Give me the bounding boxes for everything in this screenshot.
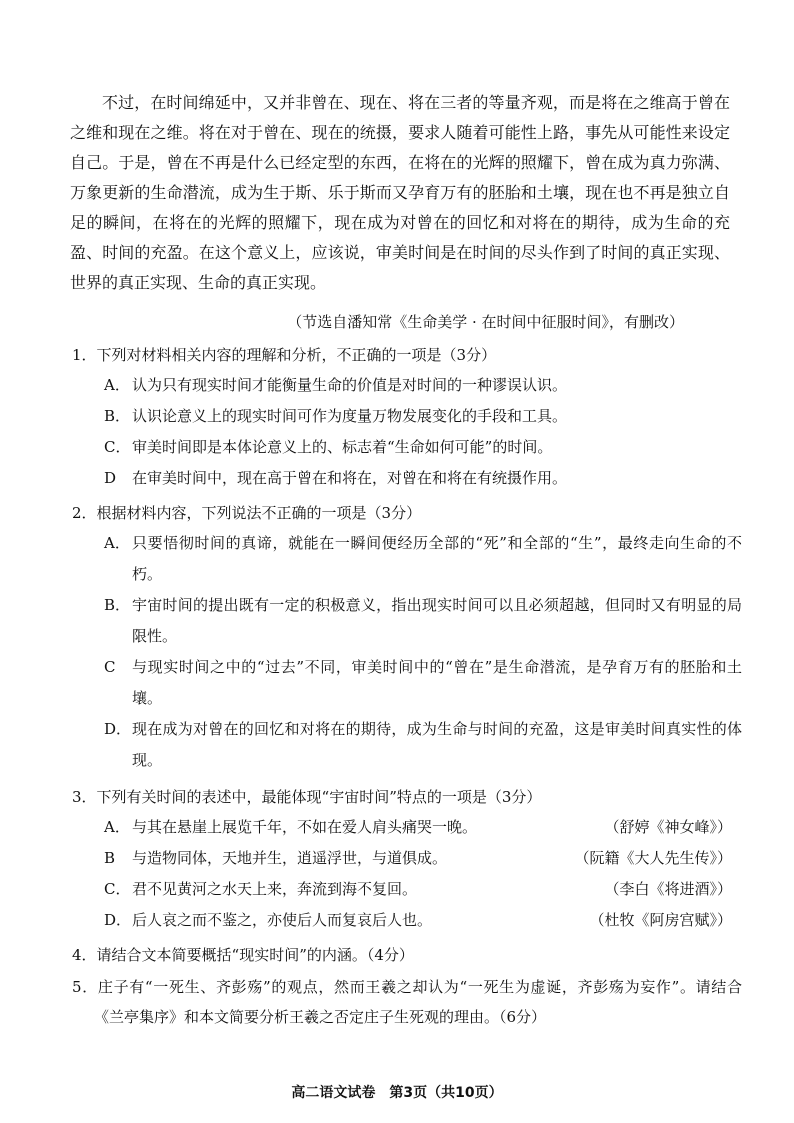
question-stem: 5．庄子有“一死生、齐彭殇”的观点，然而王羲之却认为“一死生为虚诞，齐彭殇为妄作”。请结合《兰亭集序》和本文简要分析王羲之否定庄子生死观的理由。（6分）: [72, 978, 742, 1026]
option-d: [72, 463, 742, 494]
option-d: [72, 905, 742, 936]
option-letter: A．: [104, 534, 130, 552]
option-letter: B．: [104, 407, 131, 425]
question-2: [72, 498, 742, 776]
option-c: [72, 652, 742, 714]
option-letter: A．: [104, 376, 130, 394]
question-4: [72, 940, 742, 970]
option-text: 认为只有现实时间才能衡量生命的价值是对时间的一种谬误认识。: [132, 376, 568, 394]
option-text: 在审美时间中，现在高于曾在和将在，对曾在和将在有统摄作用。: [132, 469, 568, 487]
option-b: [72, 401, 742, 432]
option-text: 认识论意义上的现实时间可作为度量万物发展变化的手段和工具。: [132, 407, 568, 425]
option-letter: B．: [104, 596, 131, 614]
option-letter: C: [104, 658, 116, 676]
page-footer: 高二语文试卷 第3页（共10页）: [291, 1085, 503, 1101]
option-text: 与现实时间之中的“过去”不同，审美时间中的“曾在”是生命潜流，是孕育万有的胚胎和土壤。: [132, 658, 742, 707]
option-letter: A．: [104, 818, 130, 836]
option-a: [72, 812, 742, 843]
option-c: [72, 874, 742, 905]
option-text: 审美时间即是本体论意义上的、标志着“生命如何可能”的时间。: [132, 438, 553, 456]
option-d: [72, 714, 742, 776]
question-stem: 1．下列对材料相关内容的理解和分析，不正确的一项是（3分）: [72, 346, 497, 364]
passage-source: （节选自潘知常《生命美学 · 在时间中征服时间》，有删改）: [287, 313, 684, 331]
option-c: [72, 432, 742, 463]
option-text: 宇宙时间的提出既有一定的积极意义，指出现实时间可以且必须超越，但同时又有明显的局限性。: [132, 596, 742, 645]
question-stem: 3．下列有关时间的表述中，最能体现“宇宙时间”特点的一项是（3分）: [72, 788, 542, 806]
option-letter: B: [104, 849, 116, 867]
option-a: [72, 528, 742, 590]
question-stem: 2．根据材料内容，下列说法不正确的一项是（3分）: [72, 504, 422, 522]
option-text: 与造物同体，天地并生，逍遥浮世，与道俱成。: [132, 849, 448, 867]
option-letter: D: [104, 469, 117, 487]
option-source: （杜牧《阿房宫赋》）: [589, 911, 732, 929]
passage-paragraph: 不过，在时间绵延中，又并非曾在、现在、将在三者的等量齐观，而是将在之维高于曾在之维和现在之维。将在对于曾在、现在的统摄，要求人随着可能性上路，事先从可能性来设定自己。于是，曾在不再是什么已经定型的东西，在将在的光辉的照耀下，曾在成为真力弥满、万象更新的生命潜流，成为生于斯、乐于斯而又孕育万有的胚胎和土壤，现在也不再是独立自足的瞬间，在将在的光辉的照耀下，现在成为对曾在的回忆和对将在的期待，成为生命的充盈、时间的充盈。在这个意义上，应该说，审美时间是在时间的尽头作到了时间的真正实现、世界的真正实现、生命的真正实现。: [70, 93, 730, 292]
option-text: 只要悟彻时间的真谛，就能在一瞬间便经历全部的“死”和全部的“生”，最终走向生命的不朽。: [132, 534, 742, 583]
option-letter: D．: [104, 720, 132, 738]
option-text: 后人哀之而不鉴之，亦使后人而复哀后人也。: [132, 911, 433, 929]
option-letter: D．: [104, 911, 132, 929]
option-text: 现在成为对曾在的回忆和对将在的期待，成为生命与时间的充盈，这是审美时间真实性的体现。: [132, 720, 742, 769]
question-1: [72, 340, 742, 494]
option-text: 与其在悬崖上展览千年，不如在爱人肩头痛哭一晚。: [132, 818, 478, 836]
question-stem: 4．请结合文本简要概括“现实时间”的内涵。（4分）: [72, 946, 414, 964]
question-5: [72, 972, 742, 1032]
option-b: [72, 843, 742, 874]
option-text: 君不见黄河之水天上来，奔流到海不复回。: [132, 880, 418, 898]
option-source: （舒婷《神女峰》）: [604, 818, 732, 836]
option-a: [72, 370, 742, 401]
option-source: （阮籍《大人先生传》）: [574, 849, 732, 867]
question-3: [72, 782, 742, 936]
option-b: [72, 590, 742, 652]
option-source: （李白《将进酒》）: [604, 880, 732, 898]
option-letter: C．: [104, 880, 131, 898]
option-letter: C．: [104, 438, 131, 456]
